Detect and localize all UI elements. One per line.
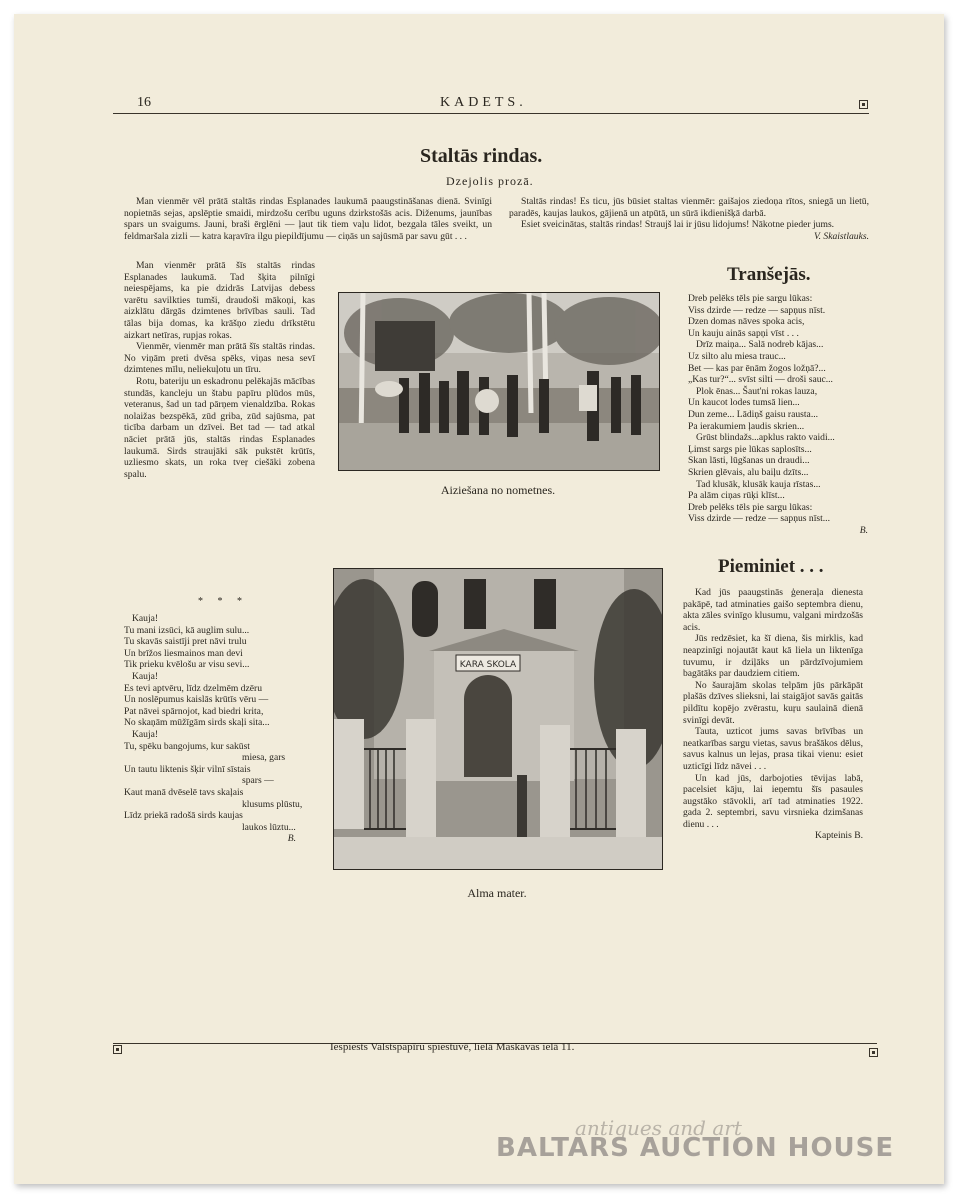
poem-line: Skan lāsti, lūgšanas un draudi... (688, 455, 810, 467)
article-paragraph: Man vienmēr vēl prātā staltās rindas Esplanades laukumā paaugstināšanas dienā. Svinīgi nopietnās sejas, apslēptie smaidi, mirdzošu cerību uguns dzirkstošās acis. Diženums, jaunības spars un svaigums. Jauni, braši ērglēni — ļaut tik tiem vaļu lidot, bezgala tāles sveikt, un feldmaršala zizli — katra kaŗavīra ilgu piepildījumu — ciņās un sajūsmā par savu gūt . . . (124, 196, 492, 242)
poem-line: Dzen domas nāves spoka acis, (688, 316, 805, 328)
poem-line: Kauja! (132, 613, 159, 624)
printer-imprint: Iespiests Valstspapīru spiestuvē, lielā Maskavas ielā 11. (330, 1041, 575, 1053)
poem-line: spars — (242, 775, 274, 787)
article-paragraph: Man vienmēr prātā šīs staltās rindas Esplanades laukumā. Tad šķita pilnīgi neiespējams, ka pie dzidrās Latvijas debess varētu savilkties tumši, draudoši mākoņi, kas aizklātu dārgās dzimtenes brīvības sauli. Tad tālas bija domas, ka krāšņo ziedu drīkstētu aizkart netīras, rupjas rokas. (124, 260, 315, 341)
poem-line: Ļimst sargs pie lūkas saplosīts... (688, 443, 812, 455)
poem-line: Tik prieku kvēlošu ar visu sevi... (124, 659, 250, 671)
poem-line: Pat nāvei spārnojot, kad biedri krita, (124, 705, 264, 717)
article-signature: V. Skaistlauks. (814, 230, 869, 242)
section-stars: * * * (198, 596, 248, 607)
poem-line: Drīz maiņa... Salā nodreb kājas... (696, 339, 824, 351)
pieminiet-paragraph: Jūs redzēsiet, ka šī diena, šis mirklis, kad neapzinīgi nojautāt kaut kā liela un liktenīga tuvumu, ir dziļāks un pārdzīvojumiem bagātāks par daudziem citiem. (683, 633, 863, 680)
poem-line: Grūst blindažs...apklus rakto vaidi... (696, 432, 835, 444)
ornament-square (859, 100, 868, 109)
pieminiet-paragraph: Kad jūs paaugstinās ģeneraļa dienesta pakāpē, tad atminaties gaišo septembra dienu, akta zāles svinīgo klusumu, valgani mirdzošās acis. (683, 587, 863, 633)
article-paragraph: Esiet sveicinātas, staltās rindas! Straujš lai ir jūsu lidojums! Nākotne pieder jums. (521, 219, 835, 231)
photo-alma-mater (333, 568, 663, 870)
poem-line: Bet — kas par ēnām žogos ložņā?... (688, 362, 826, 374)
poem-line: Tu skavās saistīji pret nāvi trulu (124, 636, 247, 648)
article-paragraph: Vienmēr, vienmēr man prātā šīs staltās rindas. No viņām preti dvēsa spēks, viņas nesa sevī dzimtenes mīlu, neliekuļotu un tīru. (124, 341, 315, 376)
camp-scene-image (339, 293, 659, 470)
poem-line: laukos lūztu... (242, 821, 296, 833)
poem-transejas (688, 293, 868, 536)
poem-line: Un kaucot lodes tumsā lien... (688, 397, 800, 409)
article-title: Staltās rindas. (420, 145, 543, 167)
poem-line: klusums plūstu, (242, 798, 303, 810)
pieminiet-paragraph: No šaurajām skolas telpām jūs pārkāpāt plašās dzīves slieksni, lai staigājot savās gaitās pildītu kopējo zvērastu, kuŗu saulainā dienā svinīgi devāt. (683, 679, 863, 726)
article-paragraph: Staltās rindas! Es ticu, jūs būsiet staltas vienmēr: gaišajos ziedoņa rītos, sniegā un lietū, paradēs, kaujas laukos, gājienā un atpūtā, un sūrā ikdienišķā darbā. (509, 196, 869, 219)
masthead: KADETS. (440, 95, 527, 110)
poem-kauja (124, 613, 314, 845)
poem-line: Tad klusāk, klusāk kauja rīstas... (696, 478, 821, 490)
article-column-right (509, 196, 869, 242)
poem-line: Dreb pelēks tēls pie sargu lūkas: (688, 293, 813, 304)
photo-caption-bottom: Alma mater. (467, 886, 527, 900)
poem-line: Es tevi aptvēru, līdz dzelmēm dzēru (124, 682, 262, 694)
school-building-image (334, 569, 662, 869)
photo-caption-top: Aiziešana no nometnes. (440, 483, 556, 497)
poem-line: Tu mani izsūci, kā auglim sulu... (124, 624, 250, 636)
pieminiet-signature: Kapteinis B. (815, 830, 863, 842)
header-rule (113, 113, 869, 114)
poem-line: Dun zeme... Lādiņš gaisu rausta... (688, 408, 819, 420)
photo-camp-departure (338, 292, 660, 471)
ornament-square (113, 1045, 122, 1054)
poem-line: Kauja! (132, 670, 159, 682)
poem-line: Uz silto alu miesa trauc... (688, 350, 786, 362)
poem-line: Dreb pelēks tēls pie sargu lūkas: (688, 501, 813, 513)
poem-line: Pa alām ciņas rūķi klīst... (688, 490, 785, 502)
pieminiet-text (683, 587, 863, 842)
article-subtitle: Dzejolis prozā. (446, 174, 534, 188)
poem-line: „Kas tur?“... svīst silti — droši sauc... (688, 374, 833, 386)
article-column-left (124, 260, 315, 480)
page-number: 16 (137, 95, 151, 110)
poem-line: Kaut manā dvēselē tavs skaļais (124, 786, 244, 798)
poem-line: Līdz priekā radošā sirds kaujas (124, 810, 243, 822)
poem-line: Plok ēnas... Šaut'ni rokas lauza, (696, 385, 818, 397)
poem-line: Un tautu liktenis šķir vilnī sīstais (124, 763, 251, 775)
poem-line: Viss dzirde — redze — sapņus nīst. (688, 304, 826, 316)
poem-line: Viss dzirde — redze — sapņus nīst... (688, 513, 830, 525)
watermark-tagline: antiques and art (575, 1116, 742, 1140)
poem-line: miesa, gars (242, 752, 286, 764)
pieminiet-paragraph: Un kad jūs, darbojoties tēvijas labā, pacelsiet kāju, lai ieņemtu šīs pasaules augstāko stāvokli, arī tad atminaties 1922. gada 2. septembri, savu virsnieka dzimšanas dienu . . . (683, 772, 863, 830)
poem-signature: B. (859, 524, 868, 536)
watermark-brand: BALTARS AUCTION HOUSE (496, 1133, 895, 1163)
poem-title-transejas: Tranšejās. (727, 264, 811, 285)
pieminiet-paragraph: Tauta, uzticot jums savas brīvības un neatkarības sargu vietas, savus brašākos dēlus, savus kalnus un lejas, prasa tikai vienu: esiet uzticīgi līdz nāvei . . . (683, 726, 863, 772)
section-title-pieminiet: Pieminiet . . . (718, 556, 824, 577)
poem-line: Skrien glēvais, alu baiļu dzīts... (688, 466, 809, 478)
poem-line: Un noslēpumus kaislās krūtīs vēru — (124, 694, 269, 706)
poem-line: No skaņām mūžīgām sirds skaļi sita... (124, 717, 270, 729)
poem-line: Kauja! (132, 728, 159, 740)
building-sign: KARA SKOLA (459, 660, 517, 670)
article-paragraph: Rotu, bateriju un eskadronu pelēkajās mācības stundās, kancleju un štabu papīru plūdos mūs, veteranus, šad un tad pārņem vienaldzība. Rokas nolaižas bezspēkā, zūd griba, zūd sajūsma, pat ticība darbam un dzīvei. Bet tad — tad atkal nāciet prātā jūs, staltās rindas Esplanades laukumā. Sirds straujāki sāk pukstēt krūtīs, uzliesmo skats, un roka tveŗ ciešāki zobena spalu. (124, 375, 315, 480)
ornament-square (869, 1048, 878, 1057)
poem-line: Un brīžos liesmainos man devi (124, 647, 243, 659)
poem-line: Un kauju ainās sapņi vīst . . . (688, 327, 799, 339)
poem-signature: B. (287, 833, 296, 845)
article-intro (124, 196, 492, 242)
poem-line: Pa ierakumiem ļaudis skrien... (688, 420, 805, 432)
poem-line: Tu, spēku bangojums, kur sakūst (124, 740, 250, 752)
